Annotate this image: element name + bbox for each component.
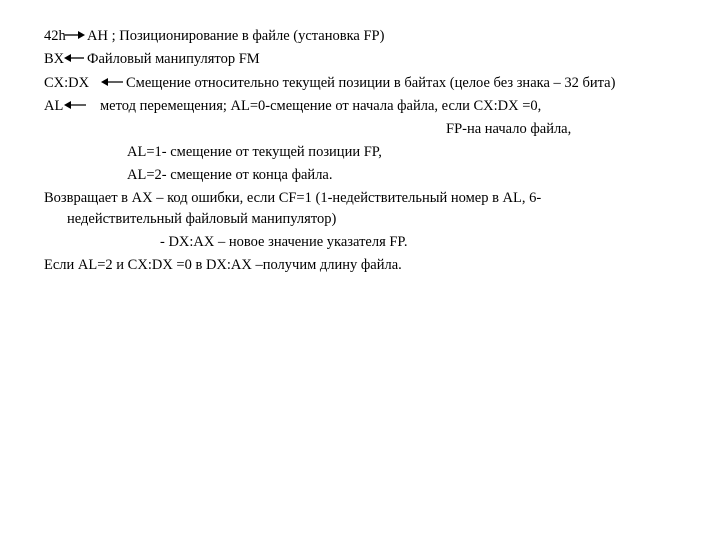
return-description: Возвращает в AX – код ошибки, если CF=1 (1-недействительный номер в AL, 6- [44, 190, 542, 206]
register-cxdx: CX:DX [44, 75, 90, 91]
register-bx-description: Файловый манипулятор FM [87, 51, 260, 67]
arrow-right-icon [64, 30, 86, 40]
function-code: 42h [44, 28, 66, 44]
function-title: AH ; Позиционирование в файле (установка FP) [87, 28, 385, 44]
al0-continuation: FP-на начало файла, [446, 121, 572, 137]
return-pointer-description: - DX:AX – новое значение указателя FP. [160, 234, 408, 250]
register-bx: BX [44, 51, 65, 67]
register-al-description: метод перемещения; AL=0-смещение от начала файла, если CX:DX =0, [100, 98, 542, 114]
file-length-note: Если AL=2 и CX:DX =0 в DX:AX –получим длину файла. [44, 257, 402, 273]
al1-description: AL=1- смещение от текущей позиции FP, [127, 144, 382, 160]
arrow-left-icon [63, 100, 87, 110]
arrow-left-icon [63, 53, 85, 63]
al2-description: AL=2- смещение от конца файла. [127, 167, 333, 183]
register-al: AL [44, 98, 64, 114]
arrow-left-icon [100, 77, 124, 87]
return-description-continuation: недействительный файловый манипулятор) [67, 211, 337, 227]
register-cxdx-description: Смещение относительно текущей позиции в байтах (целое без знака – 32 бита) [126, 75, 616, 91]
